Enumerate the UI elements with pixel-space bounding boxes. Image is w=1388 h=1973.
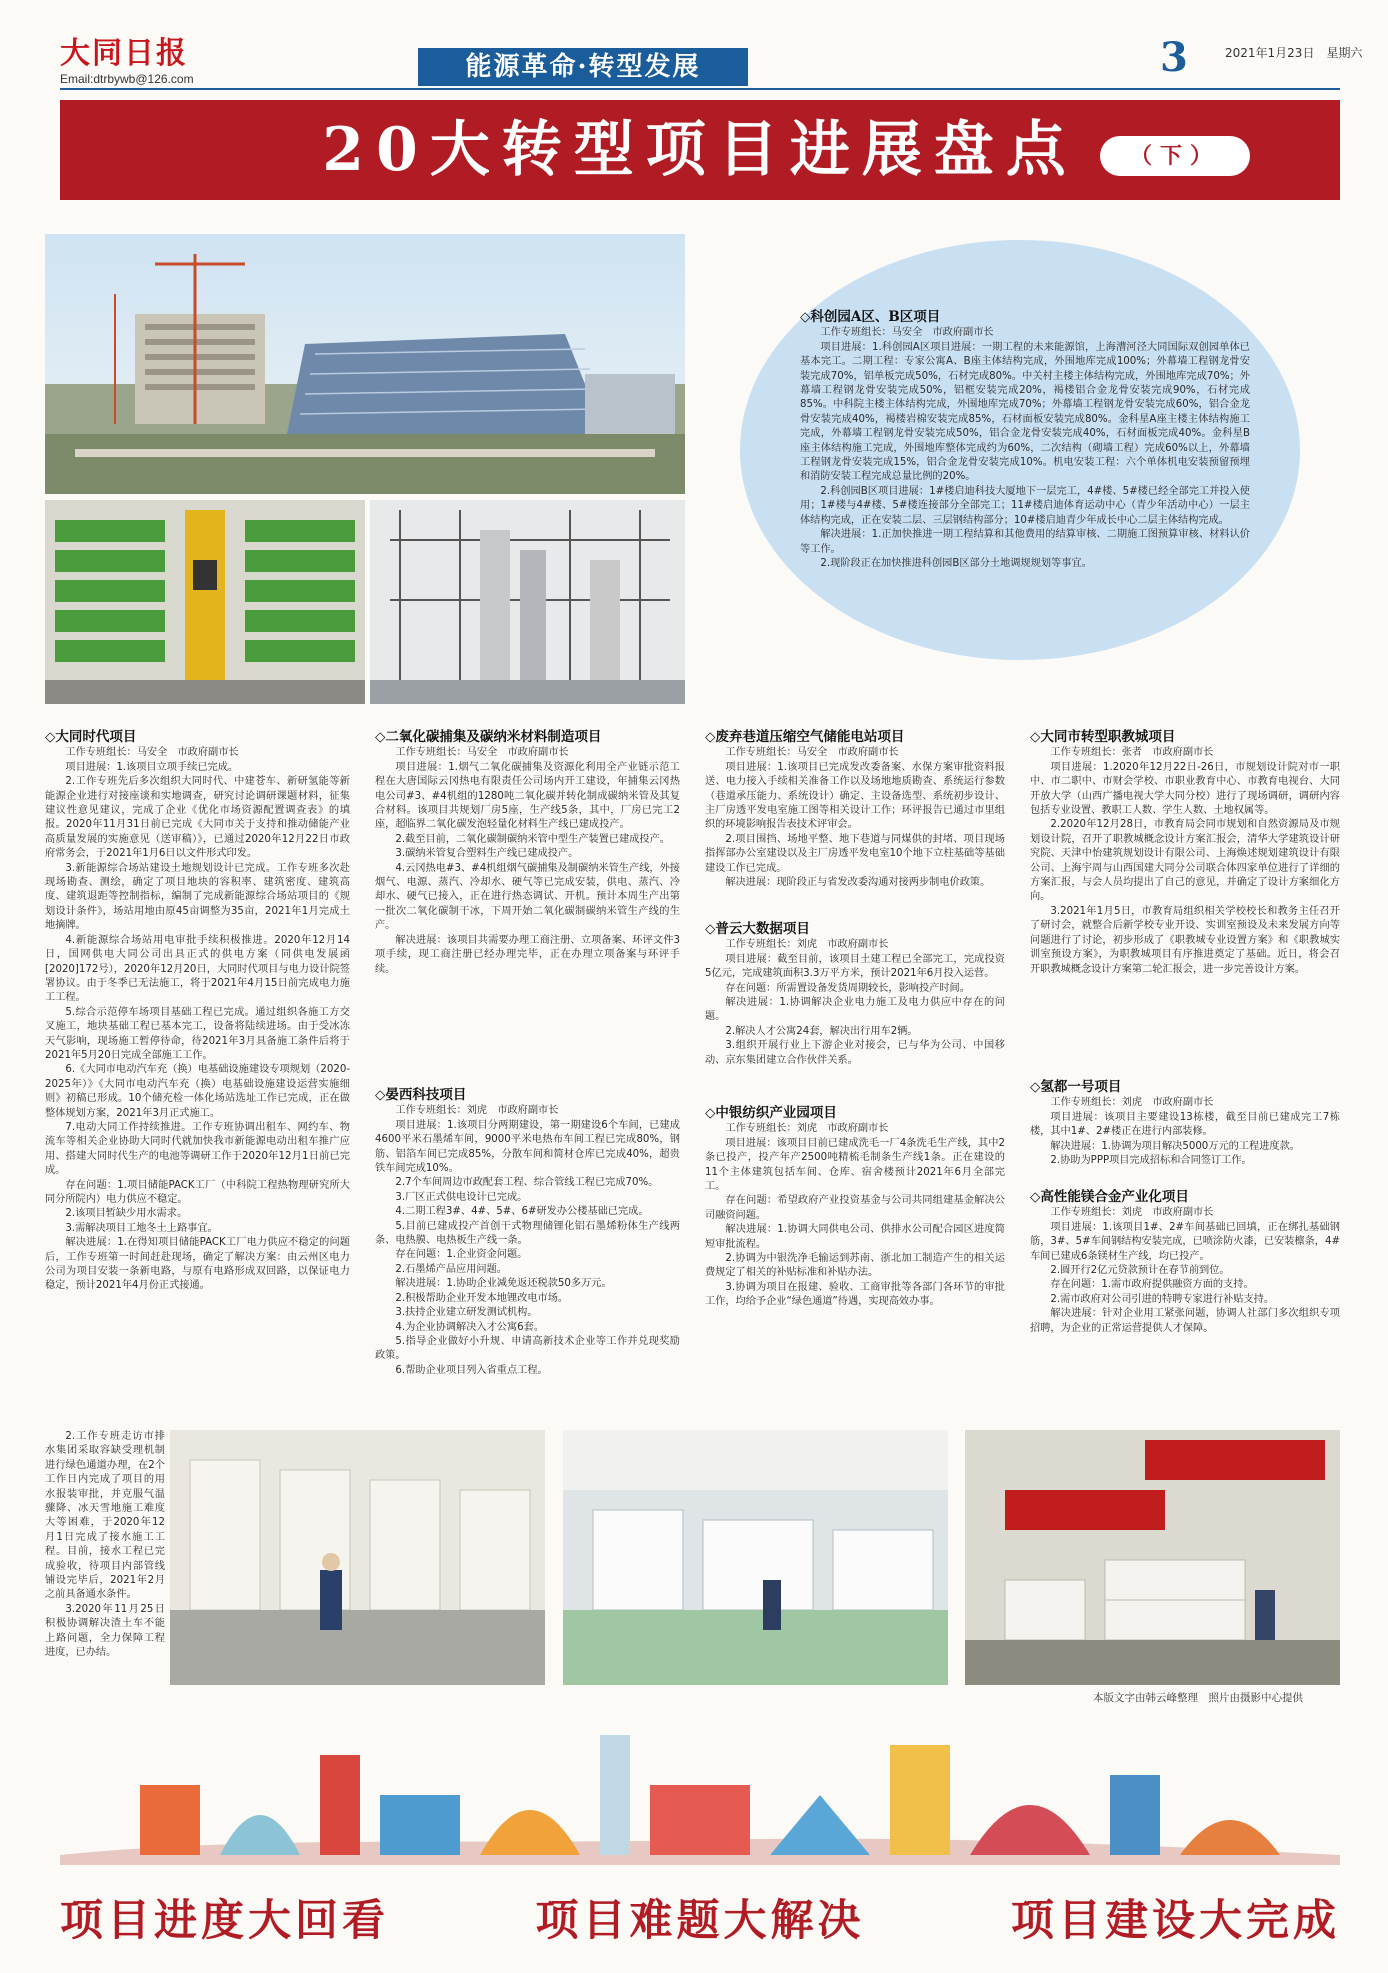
- article-paragraph: 2.项目围挡、场地平整、地下巷道与同煤供的封堵、项目现场指挥部办公室建设以及主厂房透平发电室10个地下立柱基础等基础建设工作已完成。: [705, 833, 1005, 874]
- article-paragraph: 3.扶持企业建立研发测试机构。: [395, 1307, 538, 1319]
- page-subtitle: （下）: [1100, 136, 1250, 176]
- article-paragraph: 6.《大同市电动汽车充（换）电基础设施建设专项规划（2020-2025年）》《大同市电动汽车充（换）电基础设施建设运营实施细则》初稿已形成。10个储充检一体化场站选址工作已完成，正在做整体规划方案，2021年3月正式施工。: [45, 1064, 350, 1119]
- article-lead: 工作专班组长：刘虎 市政府副市长: [725, 1123, 889, 1135]
- article-paragraph: 5.指导企业做好小升规、申请高新技术企业等工作并兑现奖励政策。: [375, 1335, 680, 1362]
- article-paragraph: 2.科创园B区项目进展：1#楼启迪科技大厦地下一层完工，4#楼、5#楼已经全部完工并投入使用；1#楼与4#楼、5#楼连接部分全部完工；11#楼启迪体育运动中心（青少年活动中心）一层主体结构完成，正在安装二层、三层钢结构部分；10#楼启迪青少年成长中心二层主体结构完成。: [800, 485, 1250, 526]
- slogan-row: [60, 1882, 1340, 1952]
- article-paragraph: 项目进展：1.该项目立项手续已完成。: [65, 761, 239, 773]
- article-lead: 工作专班组长：刘虎 市政府副市长: [1050, 1097, 1214, 1109]
- article-paragraph: 解决进展：针对企业用工紧张问题，协调人社部门多次组织专项招聘，为企业的正常运营提供人才保障。: [1030, 1308, 1340, 1334]
- material-rolls-photo: [965, 1430, 1340, 1685]
- article-paragraph: 项目进展：1.该项目已完成发改委备案、水保方案审批资料报送、电力接入手续相关准备工作以及场地地质勘查、系统运行参数（巷道承压能力、系统设计）确定、主设备选型、系统初步设计、主厂房透平发电室施工图等相关设计工作；环评报告已通过市里组织的环境影响报告表技术评审会。: [705, 761, 1005, 831]
- article-compressed-air: [705, 730, 1005, 890]
- article-heading: ◇氢都一号项目: [1030, 1079, 1122, 1095]
- article-paragraph: 存在问题：所需置设备发货周期较长，影响投产时间。: [725, 982, 970, 994]
- page-number: 3: [1160, 34, 1188, 81]
- article-paragraph: 项目进展：该项目主要建设13栋楼，截至目前已建成完工7栋楼，其中1#、2#楼正在进行内部装修。: [1030, 1111, 1340, 1138]
- article-lead: 工作专班组长：马安全 市政府副市长: [395, 747, 569, 759]
- article-paragraph: 3.需解决项目工地冬土上路事宜。: [65, 1222, 218, 1234]
- article-hydrogen-one: [1030, 1080, 1340, 1168]
- article-heading: ◇二氧化碳捕集及碳纳米材料制造项目: [375, 729, 602, 745]
- article-paragraph: 解决进展：该项目共需要办理工商注册、立项备案、环评文件3项手续，现工商注册已经办理完毕，正在办理立项备案与环评手续。: [375, 934, 680, 975]
- article-paragraph: 2.石墨烯产品应用问题。: [395, 1263, 507, 1275]
- article-paragraph: 4.为企业协调解决入才公寓6套。: [395, 1321, 545, 1333]
- article-paragraph: 3.组织开展行业上下游企业对接会，已与华为公司、中国移动、京东集团建立合作伙伴关系。: [705, 1040, 1005, 1066]
- science-park-aerial-photo: [45, 234, 685, 494]
- article-puyun-bigdata: [705, 922, 1005, 1068]
- article-paragraph: 3.协调为项目在报建、验收、工商审批等各部门各环节的审批工作，均给予企业“绿色通道”待遇，实现高效办事。: [705, 1281, 1005, 1308]
- article-lead: 工作专班组长：马安全 市政府副市长: [725, 747, 899, 759]
- article-paragraph: 项目进展：1.该项目分两期建设，第一期建设6个车间，已建成4600平米石墨烯车间，9000平米电热布车间工程已完成80%，钢筋、铝箔车间已完成85%，分散车间和简材仓库已完成40%，超贵铁车间完成10%。: [375, 1119, 680, 1175]
- slogan: 项目进度大回看: [60, 1895, 389, 1946]
- article-lead: 工作专班组长：刘虎 市政府副市长: [1050, 1207, 1214, 1219]
- article-paragraph: 3.碳纳米管复合塑料生产线已建成投产。: [395, 848, 579, 860]
- article-paragraph: 5.综合示范停车场项目基础工程已完成。通过组织各施工方交叉施工，地块基础工程已基本完工，设备将陆续进场。由于受冰冻天气影响，现场施工暂停待命，待2021年3月具备施工条件后将于2021年5月20日完成全部施工工作。: [45, 1006, 350, 1061]
- article-paragraph: 6.帮助企业项目列入省重点工程。: [395, 1364, 548, 1376]
- article-paragraph: 4.新能源综合场站用电审批手续积极推进。2020年12月14日，国网供电大同公司出具正式的供电方案（同供电发展函[2020]172号），2020年12月20日，大同时代项目与电力设计院签署协议。由于冬季已无法施工，将于2021年4月15日前完成电力施工工程。: [45, 934, 350, 1004]
- article-paragraph: 项目进展：截至目前，该项目土建工程已全部完工，完成投资5亿元，完成建筑面积3.3万平方米，预计2021年6月投入运营。: [705, 953, 1005, 980]
- issue-date: 2021年1月23日 星期六: [1225, 46, 1363, 60]
- article-paragraph: 解决进展：1.正加快推进一期工程结算和其他费用的结算审核、二期施工图预算审核、材料认价等工作。: [800, 529, 1250, 555]
- article-paragraph: 解决进展：1.协调大同供电公司、供排水公司配合园区进度简短审批流程。: [705, 1224, 1005, 1250]
- article-paragraph: 2.圆开行2亿元贷款预计在春节前到位。: [1050, 1265, 1230, 1277]
- article-heading: ◇科创园A区、B区项目: [800, 309, 941, 325]
- article-lead: 工作专班组长：刘虎 市政府副市长: [395, 1105, 559, 1117]
- article-paragraph: 解决进展：1.协调为项目解决5000万元的工程进度款。: [1050, 1140, 1300, 1152]
- article-paragraph: 7.电动大同工作持续推进。工作专班协调出租车、网约车、物流车等相关企业协助大同时代就加快我市新能源电动出租车推广应用、搭建大同时代生产的电池等调研工作于2020年12月1日前已完成。: [45, 1121, 350, 1177]
- slogan: 项目建设大完成: [1011, 1895, 1340, 1946]
- article-paragraph: 解决进展：1.在得知项目储能PACK工厂电力供应不稳定的问题后，工作专班第一时间赶赴现场，确定了解决方案：由云州区电力公司为项目安装一条新电路，与原有电路形成双回路，以保证电力稳定，预计2021年4月份正式接通。: [45, 1237, 350, 1292]
- article-lead: 工作专班组长：马安全 市政府副市长: [65, 747, 239, 759]
- article-paragraph: 2.协调为中银洗净毛输运到苏南、浙北加工制造产生的相关运费规定了相关的补贴标准和补贴办法。: [705, 1253, 1005, 1279]
- article-paragraph: 项目进展：1.2020年12月22日-26日，市规划设计院对市一职中、市二职中、市财会学校、市职业教育中心、市教育电视台、大同开放大学（山西广播电视大学大同分校）进行了现场调研，调研内容包括专业设置、教职工人数、学生人数、土地权属等。: [1030, 761, 1340, 817]
- article-zhongyin-textile: [705, 1106, 1005, 1310]
- article-paragraph: 4.二期工程3#、4#、5#、6#研发办公楼基础已完成。: [395, 1206, 649, 1218]
- warehouse-robot-photo: [45, 500, 365, 704]
- article-paragraph: 项目进展：1.该项目1#、2#车间基础已回填，正在绑扎基础钢筋，3#、5#车间钢结构安装完成，已喷涂防火漆，已安装檩条，4#车间已建成6条镁材生产线，均已投产。: [1030, 1221, 1340, 1262]
- article-paragraph: 解决进展：现阶段正与省发改委沟通对接两步制电价政策。: [725, 877, 991, 889]
- article-paragraph: 2.2020年12月28日，市教育局会同市规划和自然资源局及市规划设计院，召开了职教城概念设计方案汇报会，清华大学建筑设计研究院、天津中怡建筑规划设计有限公司、上海焕述规划建筑设计有限公司、上海宇周与山西国建大同分公司联合体四家单位进行了详细的方案汇报，与会人员均提出了自己的意见，并确定了设计方案细化方向。: [1030, 819, 1340, 903]
- article-paragraph: 项目进展：1.烟气二氧化碳捕集及资源化利用全产业链示范工程在大唐国际云冈热电有限责任公司场内开工建设，年捕集云冈热电公司#3、#4机组的1280吨二氧化碳并转化制成碳纳米管及其复合材料。该项目共规划厂房5座，生产线5条，其中，厂房已完工2座，超临界二氧化碳发泡轻量化材料生产线已建成投产。: [375, 761, 680, 831]
- article-paragraph: 存在问题：1.企业资金问题。: [395, 1249, 528, 1261]
- article-paragraph: 3.新能源综合场站建设土地规划设计已完成。工作专班多次赴现场勘查、测绘，确定了项目地块的容积率、建筑密度、建筑高度、建筑退距等控制指标，编制了完成新能源综合场站项目的《规划设计条件》，场站用地由原45亩调整为35亩，2021年1月完成土地摘牌。: [45, 862, 350, 932]
- slogan: 项目难题大解决: [535, 1895, 865, 1946]
- header-rule: [60, 88, 1340, 90]
- article-paragraph: 2.该项目暂缺少用水需求。: [65, 1208, 188, 1220]
- article-heading: ◇晏西科技项目: [375, 1087, 467, 1103]
- article-co2-capture: [375, 730, 680, 977]
- article-paragraph: 存在问题：希望政府产业投资基金与公司共同组建基金解决公司融资问题。: [705, 1195, 1005, 1221]
- article-paragraph: 解决进展：1.协调解决企业电力施工及电力供应中存在的问题。: [705, 997, 1005, 1023]
- article-paragraph: 解决进展：1.协助企业减免返还税款50多万元。: [395, 1278, 612, 1290]
- article-paragraph: 2.7个车间周边市政配套工程、综合管线工程已完成70%。: [395, 1177, 659, 1189]
- article-heading: ◇大同时代项目: [45, 729, 137, 745]
- article-heading: ◇普云大数据项目: [705, 921, 810, 937]
- article-lead: 工作专班组长：张者 市政府副市长: [1050, 747, 1214, 759]
- article-yanxi-tech: [375, 1088, 680, 1378]
- article-heading: ◇废弃巷道压缩空气储能电站项目: [705, 729, 905, 745]
- production-line-photo: [563, 1430, 948, 1685]
- article-paragraph: 5.目前已建成投产首创干式物理储锂化铝石墨烯粉体生产线两条、电热膜、电热板生产线一条。: [375, 1220, 680, 1247]
- article-paragraph: 项目进展：1.科创园A区项目进展：一期工程的未来能源馆，上海漕河泾大同国际双创园单体已基本完工。二期工程：专家公寓A、B座主体结构完成，外围地库完成100%；外幕墙工程钢龙骨安装完成70%，铝单板完成50%，石材完成80%。中关村主楼主体结构完成，外围地库完成70%；外幕墙工程钢龙骨安装完成50%，铝框安装完成20%，褐楼铝合金龙骨安装完成90%，石材完成85%。中科院主楼主体结构完成，外围地库完成70%；外幕墙工程钢龙骨安装完成60%，铝合金龙骨安装完成40%，褐楼岩棉安装完成85%，石材面板安装完成80%。金科星A座主楼主体结构施工完成，外幕墙工程钢龙骨安装完成50%，铝合金龙骨安装完成40%，石材面板完成40%。金科星B座主体结构施工完成，外围地库整体完成约为60%，二次结构（砌墙工程）完成60%以上，外幕墙工程钢龙骨安装完成15%，铝合金龙骨安装完成10%。机电安装工程：六个单体机电安装预留预埋和消防安装工程完成总量比例的20%。: [800, 341, 1250, 483]
- article-paragraph: 存在问题：1.需市政府提供融资方面的支持。: [1050, 1279, 1254, 1291]
- article-heading: ◇中银纺织产业园项目: [705, 1105, 837, 1121]
- article-paragraph: 2.工作专班先后多次组织大同时代、中建苍车、新研氢能等新能源企业进行对接座谈和实地调查，研究讨论调研课题材料，征集建议性意见建议，完成了企业《优化市场资源配置调查表》的填报。2020年11月31日前已完成《大同市关于支持和推动储能产业高质量发展的实施意见（送审稿）》，已通过2020年12月22日市政府常务会，于2021年1月6日以文件形式印发。: [45, 776, 350, 860]
- article-paragraph: 2.协助为PPP项目完成招标和合同签订工作。: [1050, 1155, 1252, 1167]
- article-lead: 工作专班组长：刘虎 市政府副市长: [725, 939, 889, 951]
- page-title: 20大转型项目进展盘点: [322, 115, 1078, 185]
- article-paragraph: 2.积极帮助企业开发本地锂改电市场。: [395, 1292, 569, 1304]
- article-vocational-city: [1030, 730, 1340, 977]
- section-banner: 能源革命·转型发展: [418, 48, 748, 86]
- article-datong-times: [45, 730, 350, 1294]
- article-paragraph: 2.工作专班走访市排水集团采取容缺受理机制进行绿色通道办理，在2个工作日内完成了项目的用水报装审批，并克服气温骤降、冰天雪地施工难度大等困难，于2020年12月1日完成了接水施工工程。目前，接水工程已完成验收，待项目内部管线铺设完毕后，2021年2月之前具备通水条件。: [45, 1431, 165, 1601]
- photo-credit: 本版文字由韩云峰整理 照片由摄影中心提供: [1093, 1692, 1303, 1704]
- article-science-park: [800, 310, 1250, 571]
- article-paragraph: 2.需市政府对公司引进的特聘专家进行补贴支持。: [1050, 1293, 1275, 1305]
- article-paragraph: 存在问题：1.项目储能PACK工厂（中科院工程热物理研究所大同分所院内）电力供应不稳定。: [45, 1179, 350, 1205]
- article-paragraph: 4.云冈热电#3、#4机组烟气碳捕集及制碳纳米管生产线，外接烟气、电源、蒸汽、冷却水、硬气等已完成安装，供电、蒸汽、冷却水、硬气已接入，正在进行热态调试、开机。预计本周生产出第一批次二氧化碳制干冰，下周开始二氧化碳制碳纳米管生产线的生产。: [375, 862, 680, 932]
- article-magnesium-alloy: [1030, 1190, 1340, 1336]
- article-paragraph: 3.2021年1月5日，市教育局组织相关学校校长和教务主任召开了研讨会，就整合后新学校专业开设、实训室预设及未来发展方向等问题进行了讨论，初步形成了《职教城专业设置方案》和《职教城实训室预设方案》，为职教城项目有序推进奠定了基础。近日，将会召开职教城概念设计方案第二轮汇报会，进一步完善设计方案。: [1030, 905, 1340, 975]
- article-paragraph: 2.解决人才公寓24套，解决出行用车2辆。: [725, 1025, 918, 1037]
- article-paragraph: 2.截至目前，二氧化碳制碳纳米管中型生产装置已建成投产。: [395, 833, 670, 845]
- article-paragraph: 2.现阶段正在加快推进科创园B区部分土地调规规划等事宜。: [820, 557, 1092, 569]
- article-heading: ◇高性能镁合金产业化项目: [1030, 1189, 1189, 1205]
- article-paragraph: 3.厂区正式供电设计已完成。: [395, 1191, 528, 1203]
- article-paragraph: 项目进展：该项目目前已建成洗毛一厂4条洗毛生产线，其中2条已投产，投产年产2500吨精梳毛制条生产线1条。正在建设的11个主体建筑包括车间、仓库、宿舍楼预计2021年6月全部完工。: [705, 1137, 1005, 1193]
- textile-factory-photo: [170, 1430, 545, 1685]
- email: Email:dtrbywb@126.com: [60, 72, 194, 86]
- masthead: 大同日报: [60, 36, 188, 71]
- article-paragraph: 3.2020年11月25日积极协调解决渣土车不能上路问题，全力保障工程进度，已办结。: [45, 1603, 165, 1659]
- carbon-plant-photo: [370, 500, 685, 704]
- article-datong-times-cont: [45, 1430, 165, 1661]
- article-heading: ◇大同市转型职教城项目: [1030, 729, 1176, 745]
- article-lead: 工作专班组长：马安全 市政府副市长: [820, 327, 994, 339]
- cityscape-illustration: [60, 1715, 1340, 1865]
